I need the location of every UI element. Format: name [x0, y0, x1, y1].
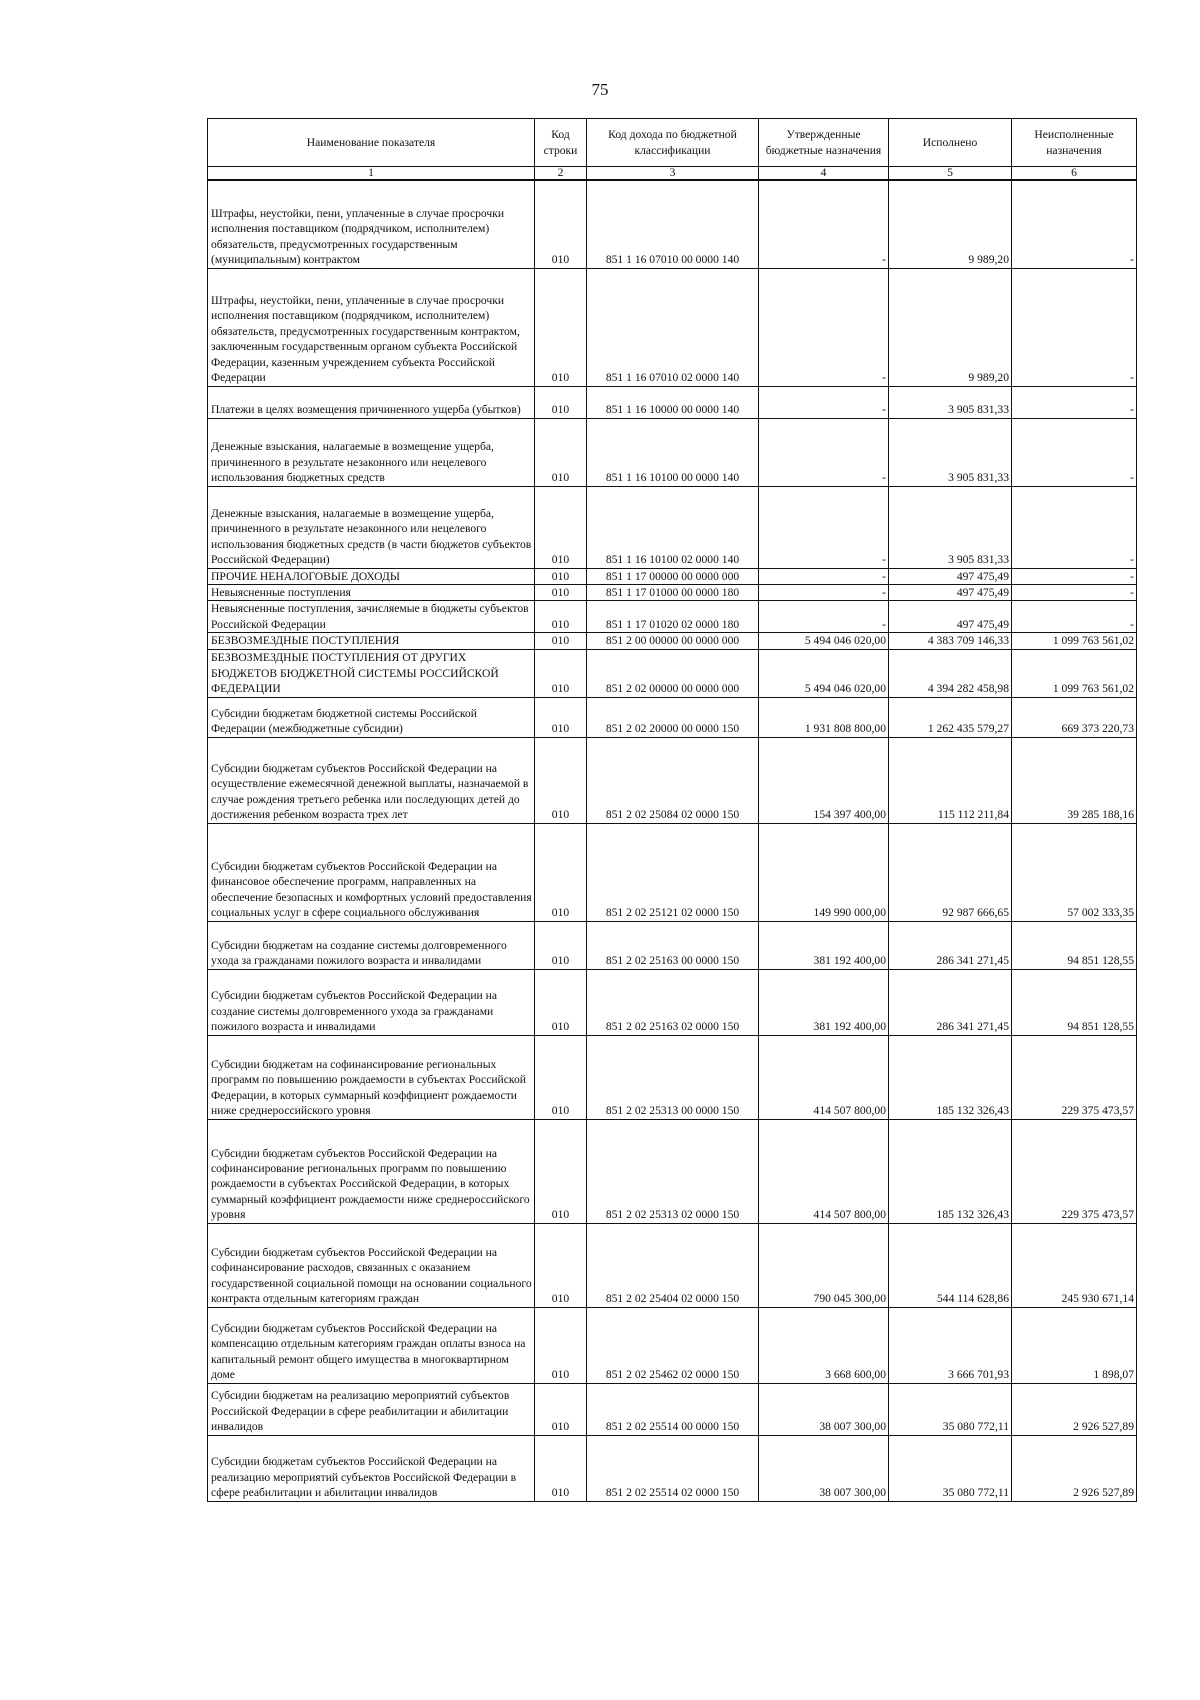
table-row — [208, 649, 1137, 697]
indicator-name-cell: ПРОЧИЕ НЕНАЛОГОВЫЕ ДОХОДЫ — [208, 568, 535, 584]
indicator-name-cell: БЕЗВОЗМЕЗДНЫЕ ПОСТУПЛЕНИЯ — [208, 633, 535, 649]
budget-class-code-cell: 851 1 16 10100 00 0000 140 — [587, 418, 759, 486]
indicator-name-cell: Штрафы, неустойки, пени, уплаченные в случае просрочки исполнения поставщиком (подрядчиком, исполнителем) обязательств, предусмотренных государственным (муниципальным) контрактом — [208, 180, 535, 268]
indicator-name-cell: Невыясненные поступления, зачисляемые в бюджеты субъектов Российской Федерации — [208, 601, 535, 633]
unexecuted-amount-cell: 39 285 188,16 — [1012, 737, 1137, 823]
header-budget-class-code: Код дохода по бюджетной классификации — [587, 119, 759, 167]
table-row — [208, 1223, 1137, 1307]
line-code-cell: 010 — [535, 486, 587, 568]
executed-amount-cell: 497 475,49 — [889, 568, 1012, 584]
approved-amount-cell: - — [759, 180, 889, 268]
unexecuted-amount-cell: 229 375 473,57 — [1012, 1035, 1137, 1119]
unexecuted-amount-cell: 1 099 763 561,02 — [1012, 649, 1137, 697]
approved-amount-cell: - — [759, 584, 889, 600]
indicator-name-cell: Денежные взыскания, налагаемые в возмещение ущерба, причиненного в результате незаконного или нецелевого использования бюджетных средств — [208, 418, 535, 486]
column-number: 5 — [889, 167, 1012, 181]
approved-amount-cell: 5 494 046 020,00 — [759, 633, 889, 649]
table-row — [208, 1119, 1137, 1223]
executed-amount-cell: 115 112 211,84 — [889, 737, 1012, 823]
unexecuted-amount-cell: - — [1012, 584, 1137, 600]
table-row — [208, 418, 1137, 486]
line-code-cell: 010 — [535, 649, 587, 697]
budget-class-code-cell: 851 2 02 25514 02 0000 150 — [587, 1435, 759, 1501]
line-code-cell: 010 — [535, 418, 587, 486]
table-row — [208, 1383, 1137, 1435]
indicator-name-cell: Субсидии бюджетам субъектов Российской Федерации на осуществление ежемесячной денежной выплаты, назначаемой в случае рождения третьего ребенка или последующих детей до достижения ребенком возраста трех лет — [208, 737, 535, 823]
column-number-row — [208, 167, 1137, 181]
column-number: 1 — [208, 167, 535, 181]
header-unexecuted: Неисполненные назначения — [1012, 119, 1137, 167]
indicator-name-cell: Невыясненные поступления — [208, 584, 535, 600]
executed-amount-cell: 185 132 326,43 — [889, 1119, 1012, 1223]
header-approved: Утвержденные бюджетные назначения — [759, 119, 889, 167]
unexecuted-amount-cell: 229 375 473,57 — [1012, 1119, 1137, 1223]
budget-class-code-cell: 851 1 17 01020 02 0000 180 — [587, 601, 759, 633]
indicator-name-cell: Субсидии бюджетам бюджетной системы Российской Федерации (межбюджетные субсидии) — [208, 697, 535, 737]
indicator-name-cell: Денежные взыскания, налагаемые в возмещение ущерба, причиненного в результате незаконного или нецелевого использования бюджетных средств (в части бюджетов субъектов Российской Федерации) — [208, 486, 535, 568]
budget-class-code-cell: 851 2 02 00000 00 0000 000 — [587, 649, 759, 697]
line-code-cell: 010 — [535, 568, 587, 584]
line-code-cell: 010 — [535, 584, 587, 600]
approved-amount-cell: - — [759, 568, 889, 584]
column-number: 4 — [759, 167, 889, 181]
budget-class-code-cell: 851 1 17 01000 00 0000 180 — [587, 584, 759, 600]
indicator-name-cell: Субсидии бюджетам субъектов Российской Федерации на создание системы долговременного ухода за гражданами пожилого возраста и инвалидами — [208, 969, 535, 1035]
budget-class-code-cell: 851 1 16 07010 02 0000 140 — [587, 268, 759, 386]
table-row — [208, 633, 1137, 649]
line-code-cell: 010 — [535, 180, 587, 268]
unexecuted-amount-cell: 669 373 220,73 — [1012, 697, 1137, 737]
unexecuted-amount-cell: - — [1012, 601, 1137, 633]
page-number: 75 — [591, 80, 609, 99]
unexecuted-amount-cell: - — [1012, 568, 1137, 584]
budget-class-code-cell: 851 1 17 00000 00 0000 000 — [587, 568, 759, 584]
budget-class-code-cell: 851 2 02 25121 02 0000 150 — [587, 823, 759, 921]
approved-amount-cell: 154 397 400,00 — [759, 737, 889, 823]
budget-class-code-cell: 851 2 02 25404 02 0000 150 — [587, 1223, 759, 1307]
executed-amount-cell: 1 262 435 579,27 — [889, 697, 1012, 737]
line-code-cell: 010 — [535, 969, 587, 1035]
line-code-cell: 010 — [535, 921, 587, 969]
unexecuted-amount-cell: - — [1012, 180, 1137, 268]
line-code-cell: 010 — [535, 1223, 587, 1307]
column-number: 2 — [535, 167, 587, 181]
budget-class-code-cell: 851 2 02 25163 02 0000 150 — [587, 969, 759, 1035]
unexecuted-amount-cell: - — [1012, 486, 1137, 568]
executed-amount-cell: 3 905 831,33 — [889, 386, 1012, 418]
table-header — [208, 119, 1137, 181]
executed-amount-cell: 286 341 271,45 — [889, 921, 1012, 969]
approved-amount-cell: 381 192 400,00 — [759, 969, 889, 1035]
indicator-name-cell: Субсидии бюджетам субъектов Российской Федерации на софинансирование расходов, связанных с оказанием государственной социальной помощи на основании социального контракта отдельным категориям граждан — [208, 1223, 535, 1307]
indicator-name-cell: БЕЗВОЗМЕЗДНЫЕ ПОСТУПЛЕНИЯ ОТ ДРУГИХ БЮДЖЕТОВ БЮДЖЕТНОЙ СИСТЕМЫ РОССИЙСКОЙ ФЕДЕРАЦИИ — [208, 649, 535, 697]
executed-amount-cell: 35 080 772,11 — [889, 1383, 1012, 1435]
table-row — [208, 737, 1137, 823]
column-number: 3 — [587, 167, 759, 181]
budget-class-code-cell: 851 2 00 00000 00 0000 000 — [587, 633, 759, 649]
executed-amount-cell: 35 080 772,11 — [889, 1435, 1012, 1501]
column-number: 6 — [1012, 167, 1137, 181]
budget-class-code-cell: 851 2 02 25163 00 0000 150 — [587, 921, 759, 969]
unexecuted-amount-cell: 1 898,07 — [1012, 1307, 1137, 1383]
table-row — [208, 1035, 1137, 1119]
executed-amount-cell: 3 905 831,33 — [889, 418, 1012, 486]
budget-execution-table — [207, 118, 1137, 1502]
line-code-cell: 010 — [535, 601, 587, 633]
table-row — [208, 697, 1137, 737]
unexecuted-amount-cell: - — [1012, 386, 1137, 418]
table-row — [208, 486, 1137, 568]
line-code-cell: 010 — [535, 823, 587, 921]
executed-amount-cell: 544 114 628,86 — [889, 1223, 1012, 1307]
executed-amount-cell: 497 475,49 — [889, 601, 1012, 633]
line-code-cell: 010 — [535, 633, 587, 649]
unexecuted-amount-cell: 1 099 763 561,02 — [1012, 633, 1137, 649]
indicator-name-cell: Субсидии бюджетам субъектов Российской Федерации на софинансирование региональных программ по повышению рождаемости в субъектах Российской Федерации, в которых суммарный коэффициент рождаемости ниже среднероссийского уровня — [208, 1119, 535, 1223]
line-code-cell: 010 — [535, 1035, 587, 1119]
indicator-name-cell: Штрафы, неустойки, пени, уплаченные в случае просрочки исполнения поставщиком (подрядчиком, исполнителем) обязательств, предусмотренных государственным контрактом, заключенным государственным органом субъекта Российской Федерации, казенным учреждением субъекта Российской Федерации — [208, 268, 535, 386]
approved-amount-cell: - — [759, 418, 889, 486]
table-row — [208, 1435, 1137, 1501]
budget-class-code-cell: 851 2 02 25514 00 0000 150 — [587, 1383, 759, 1435]
table-row — [208, 823, 1137, 921]
line-code-cell: 010 — [535, 1307, 587, 1383]
executed-amount-cell: 92 987 666,65 — [889, 823, 1012, 921]
unexecuted-amount-cell: 94 851 128,55 — [1012, 921, 1137, 969]
executed-amount-cell: 3 666 701,93 — [889, 1307, 1012, 1383]
approved-amount-cell: 414 507 800,00 — [759, 1035, 889, 1119]
table-row — [208, 921, 1137, 969]
approved-amount-cell: 3 668 600,00 — [759, 1307, 889, 1383]
executed-amount-cell: 286 341 271,45 — [889, 969, 1012, 1035]
approved-amount-cell: 38 007 300,00 — [759, 1435, 889, 1501]
approved-amount-cell: 5 494 046 020,00 — [759, 649, 889, 697]
approved-amount-cell: - — [759, 486, 889, 568]
indicator-name-cell: Субсидии бюджетам на реализацию мероприятий субъектов Российской Федерации в сфере реабилитации и абилитации инвалидов — [208, 1383, 535, 1435]
line-code-cell: 010 — [535, 268, 587, 386]
table-row — [208, 268, 1137, 386]
header-executed: Исполнено — [889, 119, 1012, 167]
unexecuted-amount-cell: 2 926 527,89 — [1012, 1435, 1137, 1501]
line-code-cell: 010 — [535, 386, 587, 418]
unexecuted-amount-cell: 94 851 128,55 — [1012, 969, 1137, 1035]
budget-class-code-cell: 851 1 16 10000 00 0000 140 — [587, 386, 759, 418]
indicator-name-cell: Субсидии бюджетам субъектов Российской Федерации на реализацию мероприятий субъектов Российской Федерации в сфере реабилитации и абилитации инвалидов — [208, 1435, 535, 1501]
table-body — [208, 180, 1137, 1501]
unexecuted-amount-cell: 57 002 333,35 — [1012, 823, 1137, 921]
unexecuted-amount-cell: - — [1012, 418, 1137, 486]
budget-class-code-cell: 851 1 16 07010 00 0000 140 — [587, 180, 759, 268]
table-row — [208, 568, 1137, 584]
approved-amount-cell: 38 007 300,00 — [759, 1383, 889, 1435]
table-row — [208, 601, 1137, 633]
executed-amount-cell: 4 394 282 458,98 — [889, 649, 1012, 697]
approved-amount-cell: - — [759, 386, 889, 418]
budget-class-code-cell: 851 2 02 20000 00 0000 150 — [587, 697, 759, 737]
line-code-cell: 010 — [535, 1119, 587, 1223]
budget-class-code-cell: 851 2 02 25462 02 0000 150 — [587, 1307, 759, 1383]
approved-amount-cell: 414 507 800,00 — [759, 1119, 889, 1223]
line-code-cell: 010 — [535, 697, 587, 737]
line-code-cell: 010 — [535, 1435, 587, 1501]
executed-amount-cell: 4 383 709 146,33 — [889, 633, 1012, 649]
indicator-name-cell: Платежи в целях возмещения причиненного ущерба (убытков) — [208, 386, 535, 418]
indicator-name-cell: Субсидии бюджетам субъектов Российской Федерации на компенсацию отдельным категориям граждан оплаты взноса на капитальный ремонт общего имущества в многоквартирном доме — [208, 1307, 535, 1383]
approved-amount-cell: 149 990 000,00 — [759, 823, 889, 921]
executed-amount-cell: 3 905 831,33 — [889, 486, 1012, 568]
indicator-name-cell: Субсидии бюджетам субъектов Российской Федерации на финансовое обеспечение программ, направленных на обеспечение безопасных и комфортных условий предоставления социальных услуг в сфере социального обслуживания — [208, 823, 535, 921]
approved-amount-cell: - — [759, 268, 889, 386]
unexecuted-amount-cell: 245 930 671,14 — [1012, 1223, 1137, 1307]
budget-class-code-cell: 851 2 02 25084 02 0000 150 — [587, 737, 759, 823]
header-row — [208, 119, 1137, 167]
budget-class-code-cell: 851 2 02 25313 00 0000 150 — [587, 1035, 759, 1119]
budget-class-code-cell: 851 1 16 10100 02 0000 140 — [587, 486, 759, 568]
indicator-name-cell: Субсидии бюджетам на софинансирование региональных программ по повышению рождаемости в субъектах Российской Федерации, в которых суммарный коэффициент рождаемости ниже среднероссийского уровня — [208, 1035, 535, 1119]
header-line-code: Код строки — [535, 119, 587, 167]
unexecuted-amount-cell: - — [1012, 268, 1137, 386]
approved-amount-cell: 381 192 400,00 — [759, 921, 889, 969]
table-row — [208, 1307, 1137, 1383]
executed-amount-cell: 9 989,20 — [889, 180, 1012, 268]
line-code-cell: 010 — [535, 737, 587, 823]
indicator-name-cell: Субсидии бюджетам на создание системы долговременного ухода за гражданами пожилого возраста и инвалидами — [208, 921, 535, 969]
approved-amount-cell: 1 931 808 800,00 — [759, 697, 889, 737]
header-indicator-name: Наименование показателя — [208, 119, 535, 167]
approved-amount-cell: - — [759, 601, 889, 633]
executed-amount-cell: 9 989,20 — [889, 268, 1012, 386]
budget-class-code-cell: 851 2 02 25313 02 0000 150 — [587, 1119, 759, 1223]
table-row — [208, 386, 1137, 418]
table-row — [208, 180, 1137, 268]
table-row — [208, 969, 1137, 1035]
approved-amount-cell: 790 045 300,00 — [759, 1223, 889, 1307]
unexecuted-amount-cell: 2 926 527,89 — [1012, 1383, 1137, 1435]
line-code-cell: 010 — [535, 1383, 587, 1435]
executed-amount-cell: 497 475,49 — [889, 584, 1012, 600]
executed-amount-cell: 185 132 326,43 — [889, 1035, 1012, 1119]
table-row — [208, 584, 1137, 600]
